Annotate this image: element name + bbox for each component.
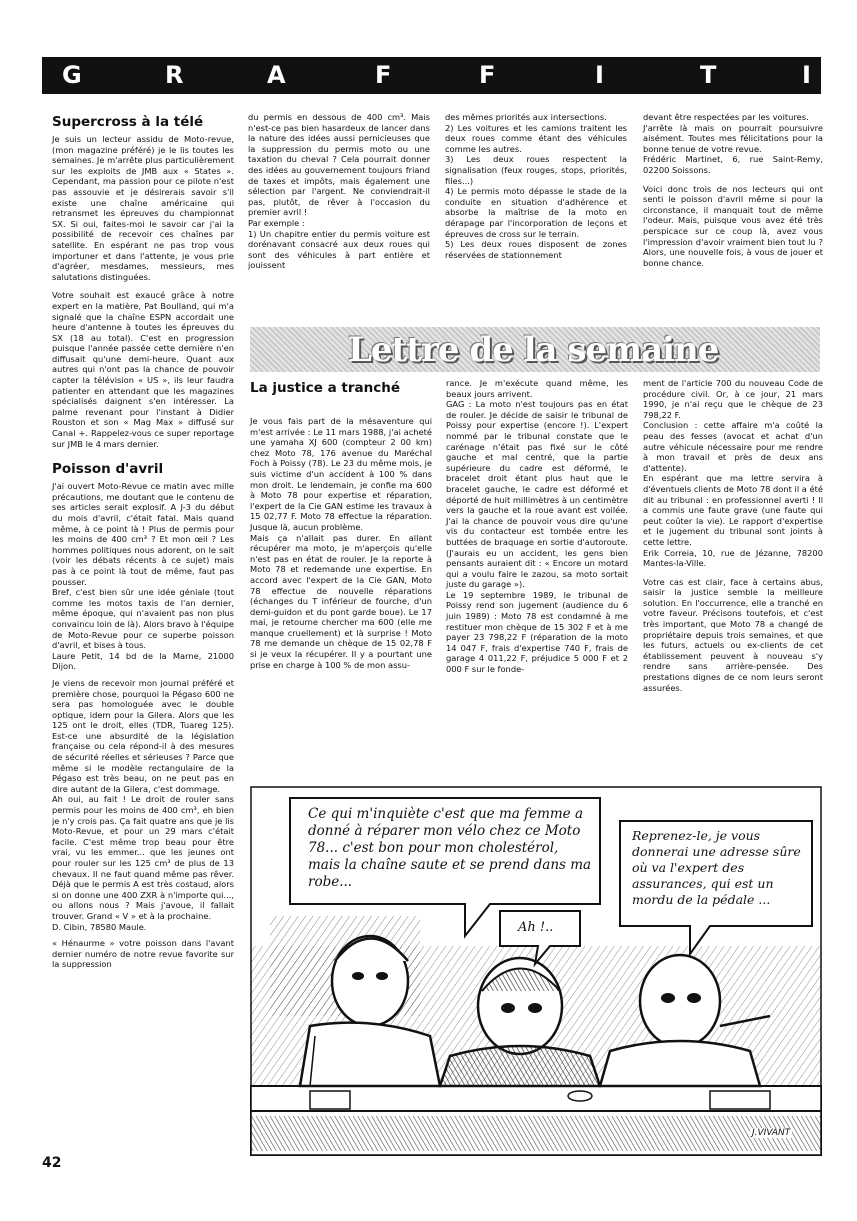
- lettre-title: La justice a tranché: [250, 380, 401, 396]
- cartoon-signature: J.VIVANT: [752, 1128, 791, 1138]
- editor-answer-justice: Votre cas est clair, face à certains abus, saisir la justice semble la meilleure solution. En l'occurrence, elle a tranché en votre faveur. Précisons toutefois, et c'est très important, que Moto 78 a changé de propriétaire depuis trois semaines, et que les futurs, actuels ou ex-clients de cet établissement peuvent à nouveau s'y rendre sans arrière-pensée. Des prestations dignes de ce nom leurs seront assurées.: [643, 576, 823, 693]
- banner-letter: T: [700, 61, 717, 89]
- banner-letter: I: [595, 61, 604, 89]
- letter-poisson-3: « Hénaurme » votre poisson dans l'avant dernier numéro de notre revue favorite sur la suppression: [52, 938, 234, 970]
- cartoon-illustration: [250, 786, 822, 1156]
- cartoon-bubble-1: Ce qui m'inquiète c'est que ma femme a donné à réparer mon vélo chez ce Moto 78... c'est bon pour mon cholestérol, mais la chaîne saute et se prend dans ma robe...: [308, 806, 592, 890]
- banner-letter: R: [165, 61, 184, 89]
- banner-letter: A: [267, 61, 286, 89]
- column-1: [52, 114, 234, 970]
- lettre-de-la-semaine-banner: [250, 327, 820, 372]
- column-2-text: du permis en dessous de 400 cm³. Mais n'est-ce pas bien hasardeux de lancer dans la nature des idées aussi pernicieuses que la suppression du permis moto ou une taxation du cheval ? Cela pourrait donner des idées au gouvernement toujours friand de taxes et impôts, mais également une sélection par l'argent. Ne conviendrait-il pas, plutôt, de rêver à l'occasion du premier avril ! Par exemple : 1) Un chapitre entier du permis voiture est dorénavant consacré aux deux roues qui sont des véhicules à part entière et jouissent: [248, 112, 430, 271]
- section-title-poisson: Poisson d'avril: [52, 461, 164, 478]
- page-number: 42: [42, 1155, 62, 1171]
- banner-letter: G: [62, 61, 82, 89]
- lettre-column-c-wrap: [643, 378, 823, 693]
- banner-letter: I: [802, 61, 811, 89]
- cartoon-bubble-3: Ah !..: [518, 920, 554, 935]
- letter-poisson-1: J'ai ouvert Moto-Revue ce matin avec mille précautions, me doutant que le contenu de ses articles serait explosif. A J-3 du début du mois d'avril, c'était fatal. Mais quand même, à ce point là ! Plus de permis pour les moins de 400 cm³ ? Et mon œil ? Les hommes politiques nous adorent, on le sait (voir les débats récents à ce sujet) mais pas à ce point là tout de même, faut pas pousser. Bref, c'est bien sûr une idée géniale (tout comme les motos taxis de l'an dernier, même époque, qui n'avaient pas non plus convaincu loin de là). Alors bravo à l'équipe de Moto-Revue pour ce superbe poisson d'avril, et bises à tous. Laure Petit, 14 bd de la Marne, 21000 Dijon.: [52, 481, 234, 672]
- column-4: [643, 112, 823, 268]
- letter-supercross: Je suis un lecteur assidu de Moto-revue, (mon magazine préféré) je le lis toutes les semaines. Je m'arrête plus particulièrement sur les exploits de JMB aux « States ». Cependant, ma passion pour ce pilote n'est pas assouvie et je désirerais savoir s'il existe une chaîne américaine qui retransmet les épreuves du championnat SX. Si oui, faites-moi le savoir car j'ai la possibilité de recevoir ces chaînes par satellite. En espérant ne pas trop vous importuner et dans l'attente, je vous prie d'agréer, mesdames, messieurs, mes salutations distinguées.: [52, 134, 234, 282]
- cartoon-bubble-2: Reprenez-le, je vous donnerai une adresse sûre où va l'expert des assurances, qui est un mordu de la pédale ...: [632, 828, 801, 907]
- banner-letter: F: [375, 61, 392, 89]
- column-4-text: devant être respectées par les voitures. J'arrête là mais on pourrait poursuivre aisément. Toutes mes félicitations pour la bonne tenue de votre revue. Frédéric Martinet, 6, rue Saint-Remy, 02200 Soissons.: [643, 112, 823, 175]
- editor-answer-poisson: Voici donc trois de nos lecteurs qui ont senti le poisson d'avril même si pour la circonstance, il manquait tout de même l'odeur. Mais, puisque vous avez été très perspicace sur ce coup là, avez vous l'impression d'avoir vraiment bien tout lu ? Alors, une nouvelle fois, à vous de jouer et bonne chance.: [643, 183, 823, 268]
- section-title-supercross: Supercross à la télé: [52, 114, 204, 130]
- lettre-banner-title: Lettre de la semaine: [348, 330, 719, 370]
- letter-poisson-2: Je viens de recevoir mon journal préféré et première chose, pourquoi la Pégaso 600 ne sera pas homologuée avec le double optique, idem pour la Gilera. Alors que les 125 ont le droit, elles (TDR, Tuareg 125). Est-ce une absurdité de la législation française ou cela répond-il à des mesures de sécurité réelles et sérieuses ? Parce que même si le modèle rectangulaire de la Pégaso est très beau, on ne peut pas en dire autant de la Gilera, c'est dommage. Ah oui, au fait ! Le droit de rouler sans permis pour les moins de 400 cm³, eh bien je n'y crois pas. Ça fait quatre ans que je lis Moto-Revue, et pour un 29 mars c'était facile. C'est même trop beau pour être vrai, vu les emmer... que les jeunes ont pour rouler sur les 125 cm³ de plus de 13 chevaux. Il ne faut quand même pas rêver. Déjà que le permis A est très costaud, alors si on donne une 400 ZXR à n'importe qui..., ou allons nous ? Mais j'avoue, il fallait trouver. Grand « V » et à la prochaine. D. Cibin, 78580 Maule.: [52, 677, 234, 932]
- column-3-text: des mêmes priorités aux intersections. 2) Les voitures et les camions traitent les deux roues comme étant des véhicules comme les autres. 3) Les deux roues respectent la signalisation (feux rouges, stops, priorités, files...) 4) Le permis moto dépasse le stade de la conduite en situation d'adhérence et absorbe la maîtrise de la moto en dérapage par l'incorporation de leçons et épreuves de cross sur le terrain. 5) Les deux roues disposent de zones réservées de stationnement: [445, 112, 627, 260]
- lettre-column-a: Je vous fais part de la mésaventure qui m'est arrivée : Le 11 mars 1988, j'ai acheté une yamaha XJ 600 (compteur 2 00 km) chez Moto 78, 176 avenue du Maréchal Foch à Poissy (78). Le 23 du même mois, je suis victime d'un accident à 100 % dans mon droit. Le lendemain, je confie ma 600 à Moto 78 pour expertise et réparation, l'expert de la Cie GAN estime les travaux à 15 02,77 F. Moto 78 effectue la réparation. Jusque là, aucun problème. Mais ça n'allait pas durer. En allant récupérer ma moto, je m'aperçois qu'elle n'est pas en état de rouler. Je la reporte à Moto 78 et redemande une expertise. En accord avec l'expert de la Cie GAN, Moto 78 effectue de nouvelle réparations (échanges du T inférieur de fourche, d'un demi-guidon et du pont garde boue). Le 17 mai, je retourne chercher ma 600 (elle me manque cruellement) et là surprise ! Moto 78 me demande un chèque de 15 02,78 F si je veux la récupérer. Il y a pourtant une prise en charge à 100 % de mon assu-: [250, 416, 432, 670]
- graffiti-banner: [42, 57, 821, 94]
- lettre-column-c: ment de l'article 700 du nouveau Code de procédure civil. Or, à ce jour, 21 mars 1990, je n'ai reçu que le chèque de 23 798,22 F. Conclusion : cette affaire m'a coûté la peau des fesses (avocat et achat d'un autre véhicule nécessaire pour me rendre à mon travail et près de deux ans d'attente). En espérant que ma lettre servira à d'éventuels clients de Moto 78 dont il a été dit au tribunal : en professionnel averti ! Il a commis une faute grave (une faute qui peut coûter la vie). Le rapport d'expertise et le jugement du tribunal sont joints à cette lettre. Erik Correia, 10, rue de Jézanne, 78200 Mantes-la-Ville.: [643, 378, 823, 569]
- banner-letter: F: [479, 61, 496, 89]
- lettre-column-b: rance. Je m'exécute quand même, les beaux jours arrivent. GAG : La moto n'est toujours pas en état de rouler. Je décide de saisir le tribunal de Poissy pour expertise (encore !). L'expert nommé par le tribunal constate que le carénage n'était pas fixé sur le côté gauche et mal centré, que la partie supérieure du cadre est déformé, le bracelet droit étant plus haut que le bracelet gauche, le cadre est déformé et déporté de huit millimètres à un centimètre vers la gauche et la roue avant est voilée. J'ai la chance de pouvoir vous dire qu'une vis du contacteur est tombée entre les buttées de braquage en sortie d'autoroute. (J'aurais eu un accident, les gens bien pensants auraient dit : « Encore un motard qui a voulu faire le zazou, sa moto sortait juste du garage »). Le 19 septembre 1989, le tribunal de Poissy rend son jugement (audience du 6 juin 1989) : Moto 78 est condamné à me restituer mon chèque de 15 302 F et à me payer 23 798,22 F (réparation de la moto 14 047 F, frais d'expertise 740 F, frais de garage 4 011,22 F, préjudice 5 000 F et 2 000 F sur le fonde-: [446, 378, 629, 675]
- editor-answer-supercross: Votre souhait est exaucé grâce à notre expert en la matière, Pat Boulland, qui m'a signalé que la chaîne ESPN accordait une heure d'antenne à toutes les épreuves du SX (18 au total). C'est en progression puisque l'année passée cette dernière n'en diffusait qu'une demi-heure. Quant aux autres qui n'ont pas la chance de pouvoir capter la télévision « US », ils leur faudra patienter en attendant que les magazines spécialisés daignent s'en intéresser. La palme revenant pour l'instant à Didier Rouston et son « Mag Max » diffusé sur Canal +. Rappelez-vous ce super reportage sur JMB le 4 mars dernier.: [52, 290, 234, 449]
